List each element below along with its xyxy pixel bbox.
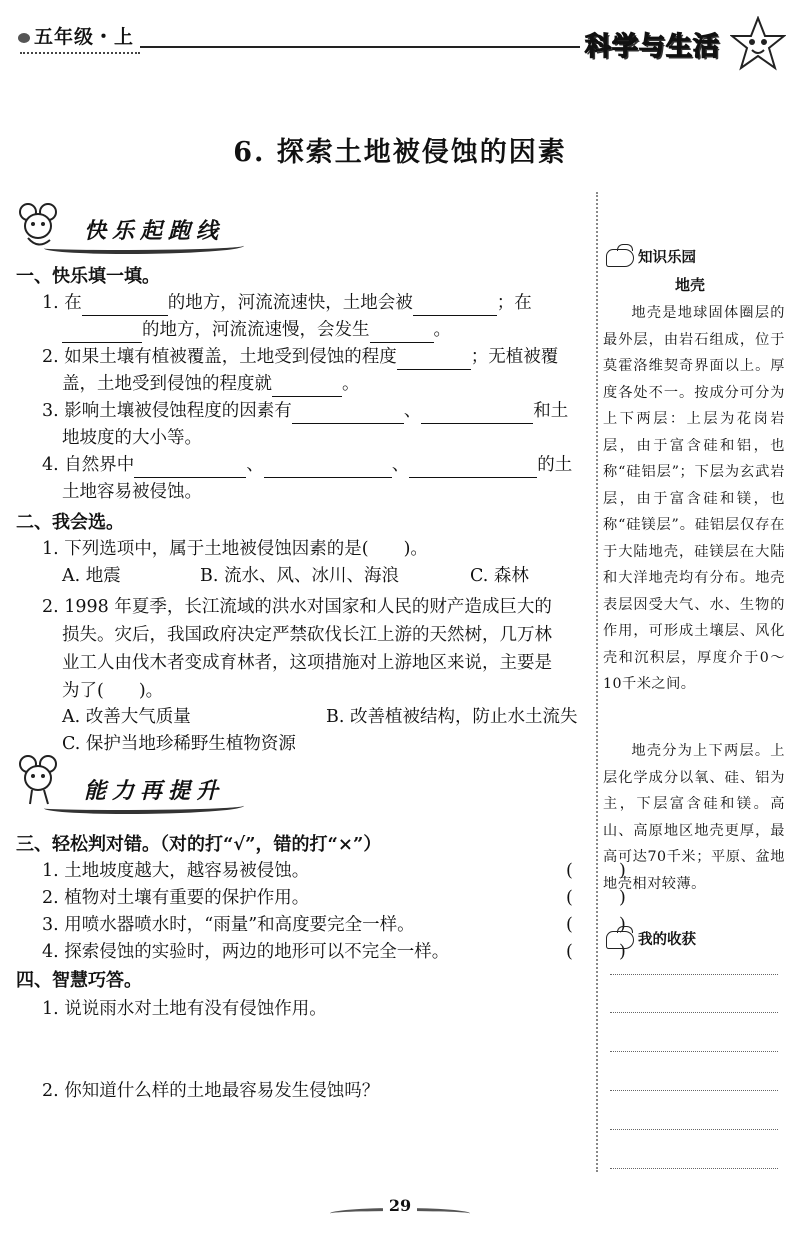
fill-q3-line2: 地坡度的大小等。 bbox=[62, 428, 202, 448]
knowledge-paragraph-1: 地壳是地球固体圈层的最外层，由岩石组成，位于莫霍洛维契奇界面以上。厚度各处不一。按成分可分为上下两层：上层为花岗岩层，由于富含硅和铝，也称“硅铝层”；下层为玄武岩层，由于富含硅和镁，也称“硅镁层”。硅铝层仅存在于大陆地壳，硅镁层在大陆和大洋地壳均有分布。地壳表层因受大气、水、生物的作用，可形成土壤层、风化壳和沉积层，厚度介于0～10千米之间。 bbox=[603, 305, 785, 692]
answer-blank[interactable] bbox=[292, 405, 404, 424]
star-mascot-icon bbox=[730, 16, 786, 72]
choice-q1-option-a[interactable]: A. 地震 bbox=[62, 566, 121, 586]
advance-banner bbox=[14, 760, 254, 808]
answer-paren-open[interactable]: ( bbox=[566, 888, 573, 908]
pointing-hand-icon bbox=[606, 249, 634, 267]
answer-paren-open[interactable]: ( bbox=[566, 915, 573, 935]
answer-paren-open[interactable]: ( bbox=[566, 942, 573, 962]
judge-item-1: 1. 土地坡度越大，越容易被侵蚀。 ( ) bbox=[42, 858, 602, 884]
answer-blank[interactable] bbox=[264, 459, 392, 478]
choice-q2-line3: 业工人由伐木者变成育林者，这项措施对上游地区来说，主要是 bbox=[62, 653, 552, 673]
answer-blank[interactable] bbox=[272, 378, 342, 397]
harvest-heading: 我的收获 bbox=[606, 928, 696, 949]
warmup-banner bbox=[14, 206, 254, 254]
choice-q2-option-a[interactable]: A. 改善大气质量 bbox=[62, 707, 191, 727]
knowledge-paragraph-2: 地壳分为上下两层。上层化学成分以氧、硅、铝为主，下层富含硅和镁。高山、高原地区地壳更厚，最高可达70千米；平原、盆地地壳相对较薄。 bbox=[603, 743, 785, 892]
choice-q2-line4: 为了( )。 bbox=[62, 681, 164, 701]
section3-heading: 三、轻松判对错。（对的打“√”，错的打“×”） bbox=[16, 834, 382, 855]
harvest-line[interactable] bbox=[610, 1090, 778, 1091]
harvest-line[interactable] bbox=[610, 1051, 778, 1052]
choice-q2-option-b[interactable]: B. 改善植被结构，防止水土流失 bbox=[326, 707, 578, 727]
choice-q2-option-c[interactable]: C. 保护当地珍稀野生植物资源 bbox=[62, 734, 296, 754]
series-brand: 科学与生活 bbox=[585, 32, 721, 62]
choice-q1-option-c[interactable]: C. 森林 bbox=[470, 566, 529, 586]
choice-q1-stem: 1. 下列选项中，属于土地被侵蚀因素的是( )。 bbox=[42, 539, 428, 559]
answer-blank[interactable] bbox=[82, 297, 168, 316]
choice-q2-line2: 损失。灾后，我国政府决定严禁砍伐长江上游的天然树，几万林 bbox=[62, 625, 552, 645]
knowledge-topic: 地壳 bbox=[674, 276, 705, 294]
fill-q4-line1: 4. 自然界中 、 、 的土 bbox=[42, 452, 572, 478]
header-dotted-line bbox=[20, 52, 140, 54]
section4-heading: 四、智慧巧答。 bbox=[16, 970, 142, 991]
judge-item-2: 2. 植物对土壤有重要的保护作用。 ( ) bbox=[42, 885, 602, 911]
fill-q1-line1: 1. 在 的地方，河流流速快，土地会被 ；在 bbox=[42, 290, 532, 316]
fill-q1-line2: 的地方，河流流速慢，会发生 。 bbox=[62, 317, 451, 343]
section2-heading: 二、我会选。 bbox=[16, 512, 124, 533]
advance-banner-text: 能力再提升 bbox=[84, 778, 225, 804]
answer-blank[interactable] bbox=[397, 351, 471, 370]
knowledge-heading: 知识乐园 bbox=[606, 246, 696, 267]
answer-paren-close: ) bbox=[619, 942, 626, 962]
harvest-line[interactable] bbox=[610, 1012, 778, 1013]
page-title: 6. 探索土地被侵蚀的因素 bbox=[233, 137, 567, 168]
answer-blank[interactable] bbox=[62, 324, 142, 343]
answer-blank[interactable] bbox=[413, 297, 497, 316]
fill-q2-line1: 2. 如果土壤有植被覆盖，土地受到侵蚀的程度 ；无植被覆 bbox=[42, 344, 558, 370]
judge-item-3: 3. 用喷水器喷水时，“雨量”和高度要完全一样。 ( ) bbox=[42, 912, 602, 938]
answer-paren-close: ) bbox=[619, 861, 626, 881]
harvest-line[interactable] bbox=[610, 1129, 778, 1130]
page-number: 29 bbox=[383, 1196, 417, 1215]
fill-q2-line2: 盖，土地受到侵蚀的程度就 。 bbox=[62, 371, 360, 397]
mouse-icon bbox=[18, 33, 30, 43]
warmup-banner-text: 快乐起跑线 bbox=[84, 218, 225, 244]
section1-heading: 一、快乐填一填。 bbox=[16, 266, 160, 287]
answer-paren-close: ) bbox=[619, 888, 626, 908]
banner-swoosh bbox=[44, 800, 244, 814]
choice-q2-line1: 2. 1998 年夏季，长江流域的洪水对国家和人民的财产造成巨大的 bbox=[42, 597, 552, 617]
pointing-hand-icon bbox=[606, 931, 634, 949]
answer-paren-open[interactable]: ( bbox=[566, 861, 573, 881]
fill-q3-line1: 3. 影响土壤被侵蚀程度的因素有 、 和土 bbox=[42, 398, 568, 424]
answer-paren-close: ) bbox=[619, 915, 626, 935]
column-divider bbox=[596, 192, 598, 1172]
choice-q1-option-b[interactable]: B. 流水、风、冰川、海浪 bbox=[200, 566, 399, 586]
answer-q1: 1. 说说雨水对土地有没有侵蚀作用。 bbox=[42, 999, 327, 1019]
answer-blank[interactable] bbox=[421, 405, 533, 424]
harvest-line[interactable] bbox=[610, 1168, 778, 1169]
judge-item-4: 4. 探索侵蚀的实验时，两边的地形可以不完全一样。 ( ) bbox=[42, 939, 602, 965]
header-rule bbox=[140, 46, 580, 48]
answer-blank[interactable] bbox=[370, 324, 434, 343]
answer-q2: 2. 你知道什么样的土地最容易发生侵蚀吗？ bbox=[42, 1081, 380, 1101]
harvest-line[interactable] bbox=[610, 974, 778, 975]
fill-q4-line2: 土地容易被侵蚀。 bbox=[62, 482, 202, 502]
banner-swoosh bbox=[44, 240, 244, 254]
page-footer bbox=[330, 1196, 470, 1215]
grade-label: 五年级・上 bbox=[18, 22, 134, 49]
answer-blank[interactable] bbox=[134, 459, 246, 478]
answer-blank[interactable] bbox=[409, 459, 537, 478]
